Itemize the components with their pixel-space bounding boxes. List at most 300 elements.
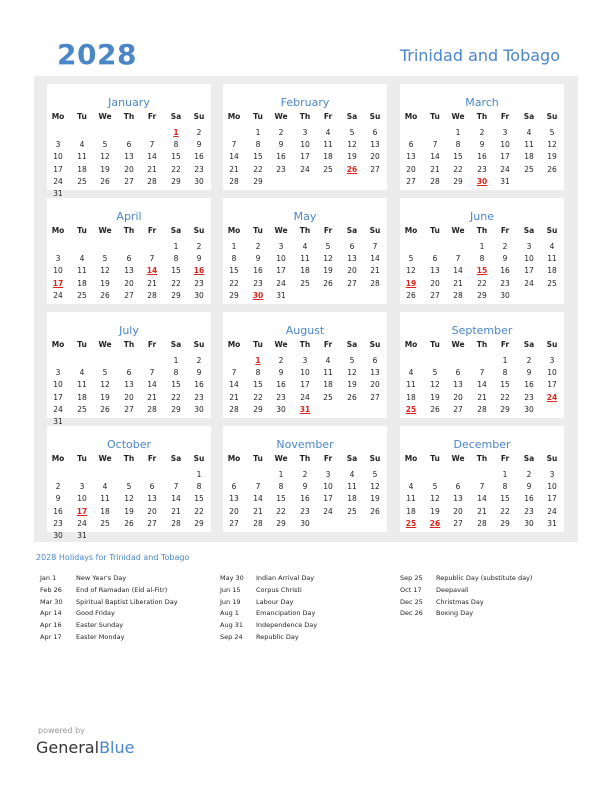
holiday-name: Indian Arrival Day — [256, 574, 315, 582]
day: 1 — [479, 242, 485, 251]
weekday-header: Tu — [253, 340, 263, 349]
weekday-header: Fr — [323, 112, 333, 121]
day: 22 — [500, 506, 510, 516]
day: 7 — [432, 140, 438, 150]
holiday-date: Jan 1 — [40, 574, 57, 582]
weekday-header: Sa — [523, 340, 535, 349]
day: 10 — [300, 368, 310, 378]
day: 22 — [276, 506, 286, 516]
weekday-header: Tu — [253, 112, 263, 121]
holiday-day: 30 — [252, 290, 264, 300]
holiday-date: Feb 26 — [40, 585, 62, 594]
day: 14 — [253, 494, 263, 504]
holiday-day: 26 — [346, 164, 358, 174]
day: 16 — [276, 152, 286, 162]
day: 28 — [370, 278, 380, 288]
weekday-header: Sa — [170, 454, 182, 463]
weekday-header: We — [451, 226, 465, 235]
day: 29 — [453, 176, 463, 186]
day: 20 — [124, 164, 134, 174]
day: 20 — [229, 506, 239, 516]
day: 6 — [126, 254, 132, 264]
day: 6 — [126, 368, 132, 378]
day: 8 — [479, 254, 485, 264]
weekday-header: Mo — [227, 226, 241, 235]
day: 19 — [347, 152, 357, 162]
day: 14 — [370, 254, 380, 264]
day: 31 — [500, 176, 510, 186]
day: 31 — [547, 518, 557, 528]
weekday-header: Mo — [227, 340, 241, 349]
holiday-item — [220, 598, 400, 610]
weekday-header: Tu — [430, 454, 440, 463]
day: 29 — [229, 290, 239, 300]
weekday-header: Mo — [227, 112, 241, 121]
day: 11 — [524, 140, 534, 150]
day: 21 — [147, 278, 157, 288]
weekday-header: Th — [299, 226, 311, 235]
day: 18 — [300, 266, 310, 276]
day: 6 — [372, 128, 378, 137]
day: 6 — [408, 140, 414, 150]
day: 14 — [147, 380, 157, 390]
day: 5 — [432, 368, 438, 378]
day: 11 — [406, 380, 416, 390]
day: 27 — [347, 278, 357, 288]
weekday-header: Tu — [430, 112, 440, 121]
brand-blue: Blue — [99, 738, 135, 757]
day: 18 — [406, 392, 416, 402]
day: 24 — [500, 164, 510, 174]
day: 26 — [100, 404, 110, 414]
day: 7 — [479, 368, 485, 378]
month-march — [400, 84, 564, 190]
day: 23 — [276, 392, 286, 402]
day: 24 — [300, 392, 310, 402]
day: 8 — [255, 140, 261, 150]
weekday-header: Su — [369, 340, 381, 349]
day: 1 — [455, 128, 461, 137]
day: 9 — [55, 494, 61, 504]
day: 24 — [524, 278, 534, 288]
weekday-header: Fr — [323, 340, 333, 349]
day: 3 — [55, 254, 61, 264]
day: 3 — [79, 482, 85, 492]
day: 4 — [549, 242, 555, 251]
day: 10 — [500, 140, 510, 150]
day: 9 — [526, 482, 532, 492]
day: 17 — [53, 392, 63, 402]
day: 30 — [194, 290, 204, 300]
day: 9 — [502, 254, 508, 264]
day: 21 — [453, 278, 463, 288]
day: 13 — [124, 380, 134, 390]
month-january — [47, 84, 211, 198]
holiday-item — [40, 574, 220, 586]
day: 9 — [278, 368, 284, 378]
weekday-header: Sa — [170, 340, 182, 349]
weekday-header: Mo — [51, 112, 65, 121]
day: 13 — [124, 152, 134, 162]
day: 9 — [526, 368, 532, 378]
day: 7 — [149, 254, 155, 264]
weekday-header: Th — [299, 112, 311, 121]
weekday-header: Mo — [51, 226, 65, 235]
day: 12 — [323, 254, 333, 264]
day: 20 — [124, 392, 134, 402]
weekday-header: We — [98, 340, 112, 349]
day: 1 — [278, 470, 284, 479]
weekday-header: Su — [369, 454, 381, 463]
day: 24 — [300, 164, 310, 174]
holiday-date: Apr 16 — [40, 621, 62, 630]
day: 11 — [347, 482, 357, 492]
day: 8 — [502, 482, 508, 492]
weekday-header: Sa — [170, 226, 182, 235]
day: 27 — [229, 518, 239, 528]
day: 27 — [124, 404, 134, 414]
weekday-header: Fr — [500, 226, 510, 235]
day: 28 — [147, 290, 157, 300]
holiday-date: Sep 25 — [400, 574, 423, 582]
day: 21 — [229, 392, 239, 402]
holiday-column — [220, 574, 400, 645]
day: 16 — [524, 380, 534, 390]
day: 16 — [53, 506, 63, 516]
day: 21 — [147, 392, 157, 402]
day: 20 — [124, 278, 134, 288]
day: 6 — [432, 254, 438, 264]
day: 8 — [231, 254, 237, 264]
weekday-header: Th — [123, 112, 135, 121]
day: 26 — [347, 392, 357, 402]
holiday-day: 25 — [405, 518, 417, 528]
day: 20 — [370, 380, 380, 390]
holiday-name: New Year's Day — [76, 574, 127, 582]
day: 30 — [500, 290, 510, 300]
day: 17 — [53, 164, 63, 174]
month-may — [223, 198, 387, 304]
holiday-day: 31 — [299, 404, 311, 414]
day: 2 — [502, 242, 508, 251]
month-name: October — [106, 438, 152, 451]
weekday-header: Tu — [77, 112, 87, 121]
month-name: June — [470, 210, 494, 223]
day: 23 — [194, 164, 204, 174]
holidays-title: 2028 Holidays for Trinidad and Tobago — [36, 553, 190, 562]
day: 12 — [100, 380, 110, 390]
day: 18 — [406, 506, 416, 516]
holiday-name: Republic Day (substitute day) — [436, 574, 533, 582]
day: 11 — [77, 266, 87, 276]
day: 21 — [171, 506, 181, 516]
day: 28 — [477, 518, 487, 528]
day: 14 — [453, 266, 463, 276]
day: 29 — [171, 290, 181, 300]
day: 15 — [500, 494, 510, 504]
day: 6 — [231, 482, 237, 492]
day: 16 — [524, 494, 534, 504]
weekday-header: Tu — [77, 340, 87, 349]
day: 18 — [323, 152, 333, 162]
holiday-item — [400, 574, 580, 586]
day: 23 — [477, 164, 487, 174]
day: 7 — [372, 242, 378, 251]
day: 8 — [173, 140, 179, 150]
day: 30 — [194, 176, 204, 186]
day: 2 — [526, 356, 532, 365]
holiday-date: Apr 17 — [40, 632, 62, 641]
powered-by-text: powered by — [38, 726, 85, 735]
day: 23 — [53, 518, 63, 528]
holiday-item — [40, 609, 220, 621]
day: 18 — [77, 278, 87, 288]
day: 2 — [278, 356, 284, 365]
day: 19 — [100, 392, 110, 402]
day: 3 — [302, 356, 308, 365]
day: 4 — [325, 356, 331, 365]
holiday-name: Boxing Day — [436, 609, 474, 618]
day: 4 — [102, 482, 108, 492]
holiday-item — [220, 574, 400, 586]
day: 15 — [229, 266, 239, 276]
day: 1 — [231, 242, 237, 251]
holiday-item — [400, 598, 580, 610]
day: 2 — [278, 128, 284, 137]
weekday-header: Mo — [227, 454, 241, 463]
weekday-header: Sa — [346, 340, 358, 349]
day: 15 — [253, 380, 263, 390]
day: 27 — [430, 290, 440, 300]
day: 22 — [194, 506, 204, 516]
day: 8 — [173, 368, 179, 378]
weekday-header: Tu — [77, 226, 87, 235]
month-name: January — [108, 96, 150, 109]
day: 4 — [79, 140, 85, 150]
holiday-name: Deepavali — [436, 585, 469, 594]
day: 20 — [453, 506, 463, 516]
holiday-day: 16 — [193, 266, 205, 276]
year-title: 2028 — [57, 38, 137, 71]
weekday-header: Su — [193, 112, 205, 121]
day: 22 — [253, 392, 263, 402]
day: 4 — [79, 368, 85, 378]
holiday-date: Aug 1 — [220, 609, 239, 618]
weekday-header: Su — [193, 340, 205, 349]
weekday-header: We — [98, 112, 112, 121]
weekday-header: Th — [123, 340, 135, 349]
holiday-day: 25 — [405, 404, 417, 414]
day: 5 — [325, 242, 331, 251]
weekday-header: We — [274, 340, 288, 349]
weekday-header: Fr — [147, 226, 157, 235]
weekday-header: Th — [299, 454, 311, 463]
day: 29 — [500, 518, 510, 528]
day: 1 — [255, 128, 261, 137]
weekday-header: Mo — [51, 340, 65, 349]
day: 12 — [370, 482, 380, 492]
day: 8 — [455, 140, 461, 150]
day: 12 — [547, 140, 557, 150]
weekday-header: Fr — [323, 454, 333, 463]
weekday-header: Su — [546, 226, 558, 235]
month-august — [223, 312, 387, 418]
day: 29 — [477, 290, 487, 300]
day: 16 — [500, 266, 510, 276]
day: 22 — [477, 278, 487, 288]
day: 4 — [325, 128, 331, 137]
day: 22 — [453, 164, 463, 174]
day: 16 — [194, 380, 204, 390]
day: 21 — [430, 164, 440, 174]
day: 12 — [430, 380, 440, 390]
day: 27 — [124, 176, 134, 186]
day: 4 — [526, 128, 532, 137]
day: 12 — [100, 266, 110, 276]
day: 8 — [173, 254, 179, 264]
day: 2 — [196, 356, 202, 365]
day: 27 — [370, 164, 380, 174]
weekday-header: Th — [299, 340, 311, 349]
day: 21 — [370, 266, 380, 276]
day: 16 — [300, 494, 310, 504]
weekday-header: Su — [546, 340, 558, 349]
day: 1 — [196, 470, 202, 479]
day: 15 — [253, 152, 263, 162]
month-december — [400, 426, 564, 532]
month-february — [223, 84, 387, 190]
weekday-header: Sa — [170, 112, 182, 121]
holiday-name: Corpus Christi — [256, 585, 302, 594]
month-name: February — [280, 96, 330, 109]
day: 23 — [524, 506, 534, 516]
day: 10 — [524, 254, 534, 264]
day: 14 — [477, 494, 487, 504]
month-name: April — [116, 210, 142, 223]
day: 3 — [302, 128, 308, 137]
brand-logo — [36, 738, 134, 757]
weekday-header: Tu — [253, 454, 263, 463]
day: 5 — [349, 128, 355, 137]
day: 15 — [194, 494, 204, 504]
day: 30 — [524, 518, 534, 528]
month-november — [223, 426, 387, 532]
day: 7 — [149, 368, 155, 378]
day: 28 — [453, 290, 463, 300]
day: 8 — [255, 368, 261, 378]
month-july — [47, 312, 211, 426]
weekday-header: Sa — [346, 112, 358, 121]
holiday-date: Jun 19 — [220, 597, 241, 606]
day: 6 — [349, 242, 355, 251]
day: 28 — [253, 518, 263, 528]
day: 5 — [102, 368, 108, 378]
month-name: August — [285, 324, 325, 337]
day: 14 — [430, 152, 440, 162]
holiday-name: Independence Day — [256, 621, 318, 630]
day: 10 — [547, 482, 557, 492]
day: 31 — [53, 189, 63, 198]
holiday-item — [400, 609, 580, 621]
day: 11 — [77, 380, 87, 390]
day: 7 — [173, 482, 179, 492]
day: 10 — [300, 140, 310, 150]
day: 30 — [53, 531, 63, 540]
day: 21 — [229, 164, 239, 174]
holiday-date: Oct 17 — [400, 585, 422, 594]
day: 27 — [453, 518, 463, 528]
day: 15 — [171, 152, 181, 162]
month-june — [400, 198, 564, 304]
day: 28 — [229, 404, 239, 414]
day: 5 — [349, 356, 355, 365]
day: 10 — [77, 494, 87, 504]
day: 28 — [147, 404, 157, 414]
day: 4 — [408, 482, 414, 492]
day: 14 — [171, 494, 181, 504]
day: 29 — [171, 176, 181, 186]
day: 5 — [408, 254, 414, 264]
day: 28 — [147, 176, 157, 186]
weekday-header: Fr — [323, 226, 333, 235]
day: 25 — [100, 518, 110, 528]
calendar-grid — [34, 76, 578, 542]
day: 12 — [347, 140, 357, 150]
day: 13 — [370, 140, 380, 150]
day: 1 — [173, 242, 179, 251]
holiday-item — [220, 609, 400, 621]
day: 17 — [300, 380, 310, 390]
day: 31 — [77, 531, 87, 540]
day: 9 — [196, 254, 202, 264]
holiday-date: Dec 26 — [400, 609, 423, 618]
weekday-header: We — [98, 454, 112, 463]
weekday-header: We — [274, 112, 288, 121]
day: 1 — [502, 470, 508, 479]
holiday-item — [40, 621, 220, 633]
day: 11 — [300, 254, 310, 264]
day: 26 — [124, 518, 134, 528]
weekday-header: We — [98, 226, 112, 235]
weekday-header: Th — [123, 226, 135, 235]
day: 2 — [196, 128, 202, 137]
month-name: December — [453, 438, 511, 451]
weekday-header: Tu — [430, 226, 440, 235]
day: 30 — [276, 404, 286, 414]
day: 16 — [276, 380, 286, 390]
day: 4 — [349, 470, 355, 479]
day: 26 — [406, 290, 416, 300]
day: 27 — [406, 176, 416, 186]
holiday-item — [40, 598, 220, 610]
day: 23 — [276, 164, 286, 174]
day: 17 — [547, 494, 557, 504]
day: 26 — [100, 176, 110, 186]
month-name: May — [293, 210, 317, 223]
day: 24 — [323, 506, 333, 516]
holiday-day: 14 — [146, 266, 158, 276]
weekday-header: Fr — [147, 112, 157, 121]
country-title: Trinidad and Tobago — [399, 46, 560, 65]
day: 18 — [100, 506, 110, 516]
weekday-header: Th — [476, 226, 488, 235]
day: 11 — [323, 140, 333, 150]
weekday-header: We — [451, 454, 465, 463]
day: 29 — [276, 518, 286, 528]
day: 23 — [300, 506, 310, 516]
day: 20 — [453, 392, 463, 402]
holiday-day: 17 — [76, 506, 88, 516]
